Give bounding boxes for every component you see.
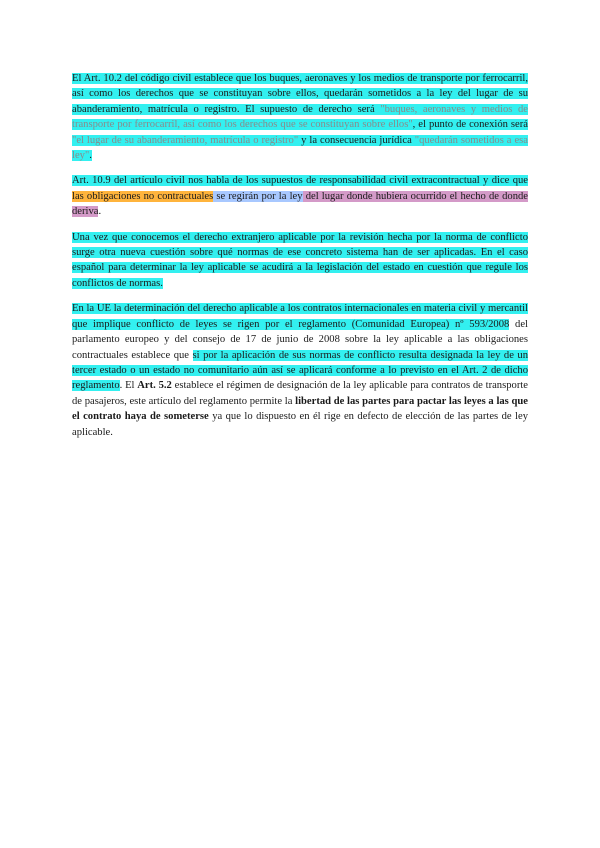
paragraph-2 <box>72 173 528 219</box>
text-run: El Art. 10.2 del código civil establece que los buques, aeronaves y los medios de transporte por ferrocarril, así como los derechos que se constituyan sobre ellos, quedarán sometidos a la ley del lugar de su abanderamiento, matrícula o registro. El supuesto de derecho será <box>72 73 528 115</box>
text-run: . <box>89 150 92 162</box>
text-run: ya que lo dispuesto en él rige en defecto de elección de las partes de ley aplicable. <box>72 411 528 438</box>
text-run: Art. 10.9 del artículo civil nos habla de los supuestos de responsabilidad civil extracontractual y dice que <box>72 175 528 187</box>
text-run: En la UE la determinación del derecho aplicable a los contratos internacionales en materia civil y mercantil que implique conflicto de leyes se rigen por el reglamento (Comunidad Europea) nº 593/2008 <box>72 303 528 330</box>
text-run: Art. 5.2 <box>137 380 172 392</box>
text-run: las obligaciones no contractuales <box>72 190 214 202</box>
paragraph-1 <box>72 71 528 163</box>
text-run: "el lugar de su abanderamiento, matrícula o registro" <box>72 134 299 146</box>
text-run: "buques, aeronaves y medios de transporte por ferrocarril, así como los derechos que se constituyan sobre ellos" <box>72 103 529 131</box>
text-run: . <box>98 206 102 218</box>
text-run: del parlamento europeo y del consejo de 17 de junio de 2008 sobre la ley aplicable a las obligaciones contractuales establece que <box>72 318 528 361</box>
text-run: y la consecuencia jurídica <box>298 134 415 146</box>
text-run: del lugar donde hubiera ocurrido el hecho de donde deriva <box>72 190 528 218</box>
text-run: libertad de las partes para pactar las leyes a las que el contrato haya de someterse <box>72 395 528 423</box>
text-run: establece el régimen de designación de la ley aplicable para contratos de transporte de pasajeros, este artículo del reglamento permite la <box>72 380 528 407</box>
text-run: "quedarán sometidos a esa ley" <box>72 134 528 162</box>
text-run: . El <box>119 380 138 392</box>
paragraph-3 <box>72 230 528 292</box>
text-run: , el punto de conexión será <box>412 119 528 131</box>
text-run: se regirán por la ley <box>213 190 303 202</box>
text-run: Una vez que conocemos el derecho extranjero aplicable por la revisión hecha por la norma de conflicto surge otra nueva cuestión sobre qué normas de ese concreto sistema han de ser aplicadas. En el caso español para determinar la ley aplicable se acudirá a la legislación del estado en cuestión que regule los conflictos de normas. <box>72 231 528 289</box>
paragraph-4 <box>72 301 528 440</box>
document-body <box>72 71 528 450</box>
text-run: si por la aplicación de sus normas de conflicto resulta designada la ley de un tercer estado o un estado no comunitario aún así se aplicará conforme a lo previsto en el Art. 2 de dicho reglamento <box>72 349 528 392</box>
